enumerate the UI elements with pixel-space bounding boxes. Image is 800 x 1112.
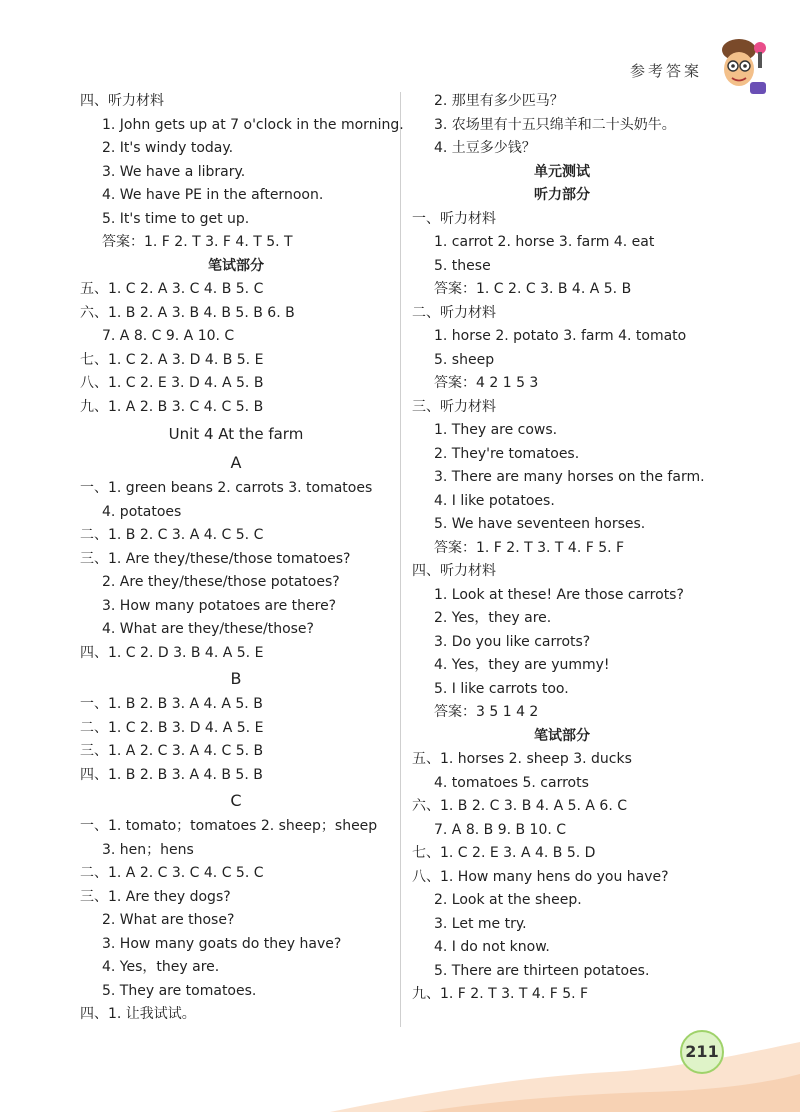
left-answer-column bbox=[80, 90, 404, 1027]
answer-line: 八、1. C 2. E 3. D 4. A 5. B bbox=[80, 375, 264, 391]
answer-line: 3. Do you like carrots? bbox=[434, 633, 591, 650]
answer-line: 1. horse 2. potato 3. farm 4. tomato bbox=[434, 328, 687, 344]
right-answer-column bbox=[412, 90, 712, 1007]
answer-line: 三、1. Are they dogs? bbox=[80, 888, 231, 905]
answer-line: 7. A 8. B 9. B 10. C bbox=[434, 821, 567, 838]
answer-line: 七、1. C 2. E 3. A 4. B 5. D bbox=[412, 845, 596, 861]
answer-line: 三、听力材料 bbox=[412, 398, 496, 415]
answer-line: 5. We have seventeen horses. bbox=[434, 516, 646, 532]
answer-line: 3. 农场里有十五只绵羊和二十头奶牛。 bbox=[434, 116, 676, 133]
answer-line: 八、1. How many hens do you have? bbox=[412, 868, 669, 885]
answer-line: 笔试部分 bbox=[208, 257, 264, 274]
page-number-badge: 211 bbox=[680, 1030, 724, 1074]
answer-line: 4. I do not know. bbox=[434, 939, 550, 955]
answer-line: 四、1. B 2. B 3. A 4. B 5. B bbox=[80, 766, 263, 783]
answer-line: 5. these bbox=[434, 257, 491, 274]
column-divider bbox=[400, 92, 401, 1027]
answer-line: 四、听力材料 bbox=[80, 93, 164, 109]
answer-line: 1. carrot 2. horse 3. farm 4. eat bbox=[434, 234, 655, 250]
answer-line: 一、1. green beans 2. carrots 3. tomatoes bbox=[80, 480, 373, 496]
answer-line: 4. Yes，they are. bbox=[102, 959, 220, 975]
answer-line: 答案：1. F 2. T 3. F 4. T 5. T bbox=[102, 234, 293, 250]
answer-line: 答案：3 5 1 4 2 bbox=[434, 704, 539, 720]
answer-line: 二、听力材料 bbox=[412, 304, 496, 321]
answer-line: 3. How many potatoes are there? bbox=[102, 597, 337, 614]
answer-line: C bbox=[230, 791, 242, 810]
answer-line: 3. hen；hens bbox=[102, 841, 194, 858]
answer-line: 5. There are thirteen potatoes. bbox=[434, 962, 650, 979]
footer-wave-decoration bbox=[0, 1022, 800, 1112]
answer-line: 四、听力材料 bbox=[412, 563, 496, 579]
answer-line: 5. sheep bbox=[434, 351, 495, 368]
answer-line: 六、1. B 2. A 3. B 4. B 5. B 6. B bbox=[80, 304, 295, 321]
answer-line: B bbox=[230, 669, 242, 688]
answer-line: 4. 土豆多少钱？ bbox=[434, 140, 536, 156]
answer-line: 2. It's windy today. bbox=[102, 140, 234, 156]
answer-line: 笔试部分 bbox=[534, 727, 590, 744]
answer-line: 答案：1. F 2. T 3. T 4. F 5. F bbox=[434, 539, 625, 556]
answer-line: 3. There are many horses on the farm. bbox=[434, 469, 705, 485]
answer-line: 2. Are they/these/those potatoes? bbox=[102, 574, 340, 590]
answer-line: 七、1. C 2. A 3. D 4. B 5. E bbox=[80, 351, 264, 368]
answer-line: 2. Yes，they are. bbox=[434, 610, 552, 626]
answer-line: 九、1. F 2. T 3. T 4. F 5. F bbox=[412, 986, 589, 1002]
answer-line: 4. We have PE in the afternoon. bbox=[102, 187, 324, 203]
answer-line: 1. They are cows. bbox=[434, 422, 558, 438]
answer-line: 五、1. C 2. A 3. C 4. B 5. C bbox=[80, 281, 264, 297]
answer-line: 7. A 8. C 9. A 10. C bbox=[102, 328, 235, 344]
answer-line: 五、1. horses 2. sheep 3. ducks bbox=[412, 751, 632, 767]
answer-line: 二、1. C 2. B 3. D 4. A 5. E bbox=[80, 719, 264, 736]
page-header-title: 参考答案 bbox=[630, 62, 703, 80]
answer-line: 3. We have a library. bbox=[102, 163, 246, 180]
answer-line: 一、听力材料 bbox=[412, 210, 496, 227]
answer-line: 2. What are those? bbox=[102, 912, 235, 928]
answer-line: 5. I like carrots too. bbox=[434, 680, 569, 697]
answer-line: 单元测试 bbox=[534, 163, 590, 180]
answer-line: Unit 4 At the farm bbox=[168, 425, 304, 443]
answer-line: 四、1. C 2. D 3. B 4. A 5. E bbox=[80, 644, 264, 661]
answer-line: 四、1. 让我试试。 bbox=[80, 1006, 196, 1022]
answer-line: 九、1. A 2. B 3. C 4. C 5. B bbox=[80, 398, 264, 415]
answer-line: 4. I like potatoes. bbox=[434, 492, 555, 509]
answer-line: 4. Yes，they are yummy! bbox=[434, 657, 610, 673]
answer-line: 2. They're tomatoes. bbox=[434, 445, 580, 462]
answer-line: A bbox=[230, 453, 242, 472]
answer-line: 4. potatoes bbox=[102, 503, 182, 520]
answer-line: 答案：1. C 2. C 3. B 4. A 5. B bbox=[434, 281, 632, 297]
answer-line: 4. What are they/these/those? bbox=[102, 621, 314, 637]
answer-line: 二、1. A 2. C 3. C 4. C 5. C bbox=[80, 865, 264, 881]
answer-line: 二、1. B 2. C 3. A 4. C 5. C bbox=[80, 527, 264, 543]
answer-line: 三、1. A 2. C 3. A 4. C 5. B bbox=[80, 743, 264, 759]
answer-line: 三、1. Are they/these/those tomatoes? bbox=[80, 550, 351, 567]
answer-line: 答案：4 2 1 5 3 bbox=[434, 375, 539, 391]
answer-line: 5. It's time to get up. bbox=[102, 210, 250, 227]
answer-line: 1. John gets up at 7 o'clock in the morning. bbox=[102, 116, 404, 133]
answer-line: 听力部分 bbox=[534, 187, 590, 203]
answer-line: 六、1. B 2. C 3. B 4. A 5. A 6. C bbox=[412, 798, 628, 814]
answer-line: 2. Look at the sheep. bbox=[434, 892, 582, 908]
answer-line: 一、1. tomato；tomatoes 2. sheep；sheep bbox=[80, 818, 378, 834]
answer-line: 1. Look at these! Are those carrots? bbox=[434, 586, 684, 603]
mascot-illustration bbox=[712, 36, 770, 98]
answer-line: 2. 那里有多少匹马？ bbox=[434, 93, 564, 109]
answer-line: 5. They are tomatoes. bbox=[102, 982, 257, 999]
answer-line: 3. How many goats do they have? bbox=[102, 935, 342, 952]
answer-line: 一、1. B 2. B 3. A 4. A 5. B bbox=[80, 696, 263, 712]
answer-line: 4. tomatoes 5. carrots bbox=[434, 774, 589, 791]
answer-line: 3. Let me try. bbox=[434, 915, 527, 932]
